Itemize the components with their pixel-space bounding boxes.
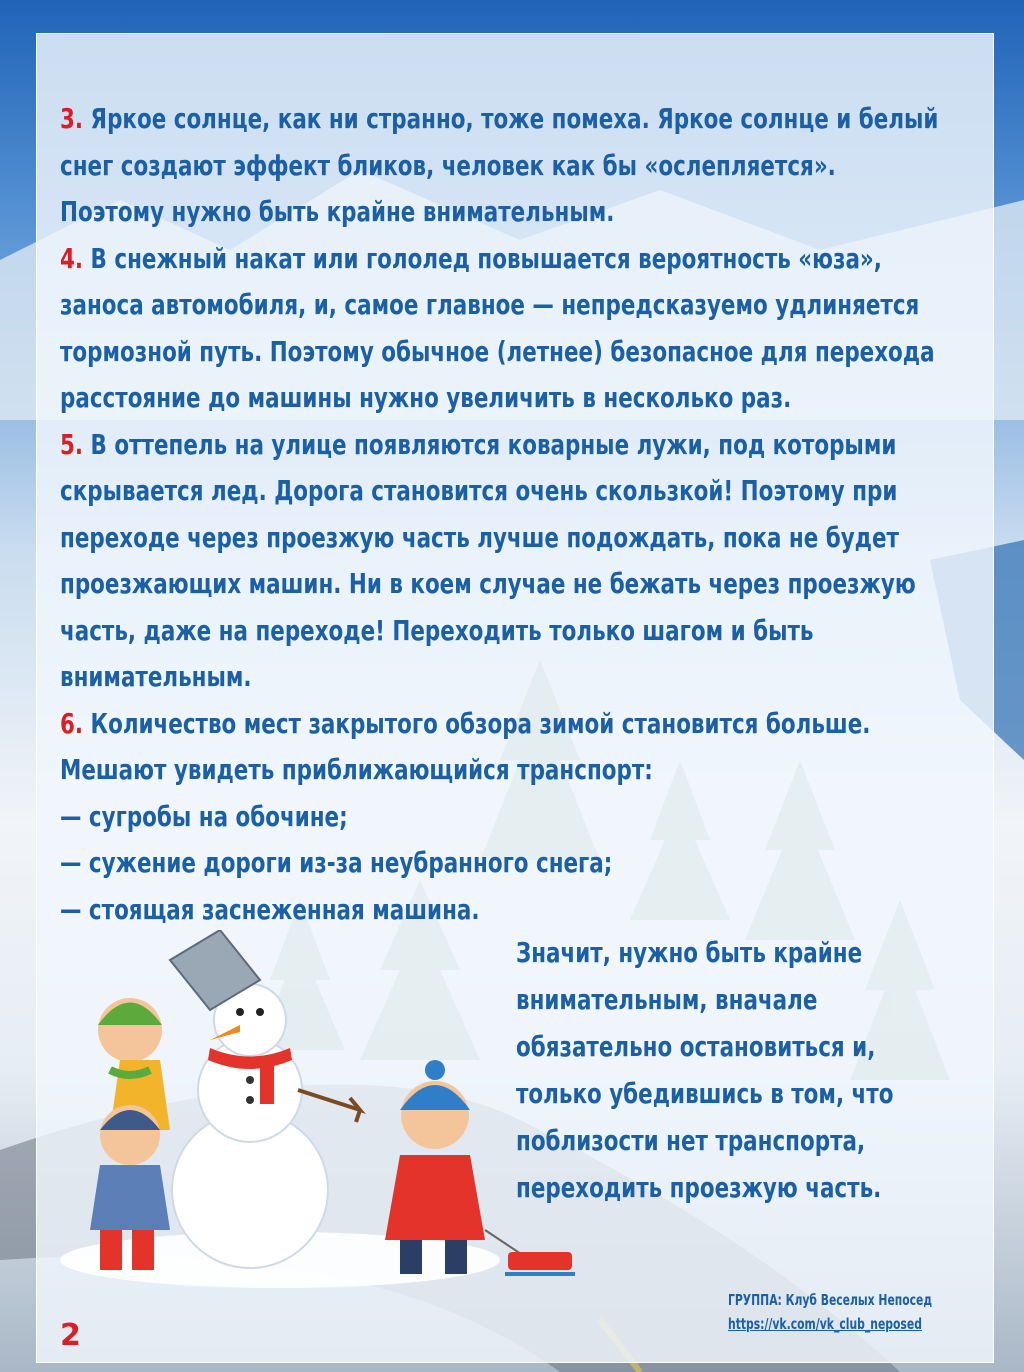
conclusion-line: только убедившись в том, что xyxy=(516,1078,894,1110)
conclusion-line: внимательным, вначале xyxy=(516,984,818,1016)
tip-line: — стоящая заснеженная машина. xyxy=(60,893,480,926)
tip-line: тормозной путь. Поэтому обычное (летнее) безопасное для перехода xyxy=(60,335,935,368)
tip-6 xyxy=(60,701,965,934)
tip-line: заноса автомобиля, и, самое главное — непредсказуемо удлиняется xyxy=(60,289,920,321)
conclusion-line: переходить проезжую часть. xyxy=(516,1172,882,1204)
tip-4 xyxy=(60,236,965,422)
tip-line: Поэтому нужно быть крайне внимательным. xyxy=(60,196,615,228)
group-name: ГРУППА: Клуб Веселых Непосед xyxy=(728,1291,933,1309)
tip-number: 5. xyxy=(60,428,84,461)
kids-snowman-illustration xyxy=(60,930,580,1290)
tip-line: снег создают эффект бликов, человек как бы «ослепляется». xyxy=(60,149,836,182)
tips-text xyxy=(60,96,965,933)
tip-line: Количество мест закрытого обзора зимой становится больше. xyxy=(83,707,871,740)
tip-line: расстояние до машины нужно увеличить в несколько раз. xyxy=(60,382,792,414)
tip-line: В оттепель на улице появляются коварные лужи, под которыми xyxy=(83,428,897,461)
tip-line: скрывается лед. Дорога становится очень скользкой! Поэтому при xyxy=(60,475,898,507)
tip-number: 3. xyxy=(60,103,84,135)
tip-line: переходе через проезжую часть лучше подождать, пока не будет xyxy=(60,521,899,554)
tip-line: Яркое солнце, как ни странно, тоже помеха. Яркое солнце и белый xyxy=(83,103,939,135)
tip-line: часть, даже на переходе! Переходить только шагом и быть xyxy=(60,614,814,647)
tip-line: В снежный накат или гололед повышается вероятность «юза», xyxy=(83,242,882,275)
tip-line: — сугробы на обочине; xyxy=(60,800,348,833)
tip-line: проезжающих машин. Ни в коем случае не бежать через проезжую xyxy=(60,568,916,600)
tip-line: — сужение дороги из-за неубранного снега; xyxy=(60,847,613,879)
tip-line: внимательным. xyxy=(60,661,252,693)
conclusion-line: обязательно остановиться и, xyxy=(516,1031,876,1063)
tip-number: 4. xyxy=(60,242,84,275)
tip-number: 6. xyxy=(60,707,84,740)
group-credit xyxy=(728,1288,987,1336)
tip-5 xyxy=(60,422,965,701)
conclusion-line: Значит, нужно быть крайне xyxy=(516,937,863,969)
tip-line: Мешают увидеть приближающийся транспорт: xyxy=(60,754,653,786)
page-number: 2 xyxy=(60,1318,81,1353)
tip-3 xyxy=(60,96,965,236)
conclusion-line: поблизости нет транспорта, xyxy=(516,1125,866,1157)
group-link[interactable]: https://vk.com/vk_club_neposed xyxy=(728,1315,922,1333)
